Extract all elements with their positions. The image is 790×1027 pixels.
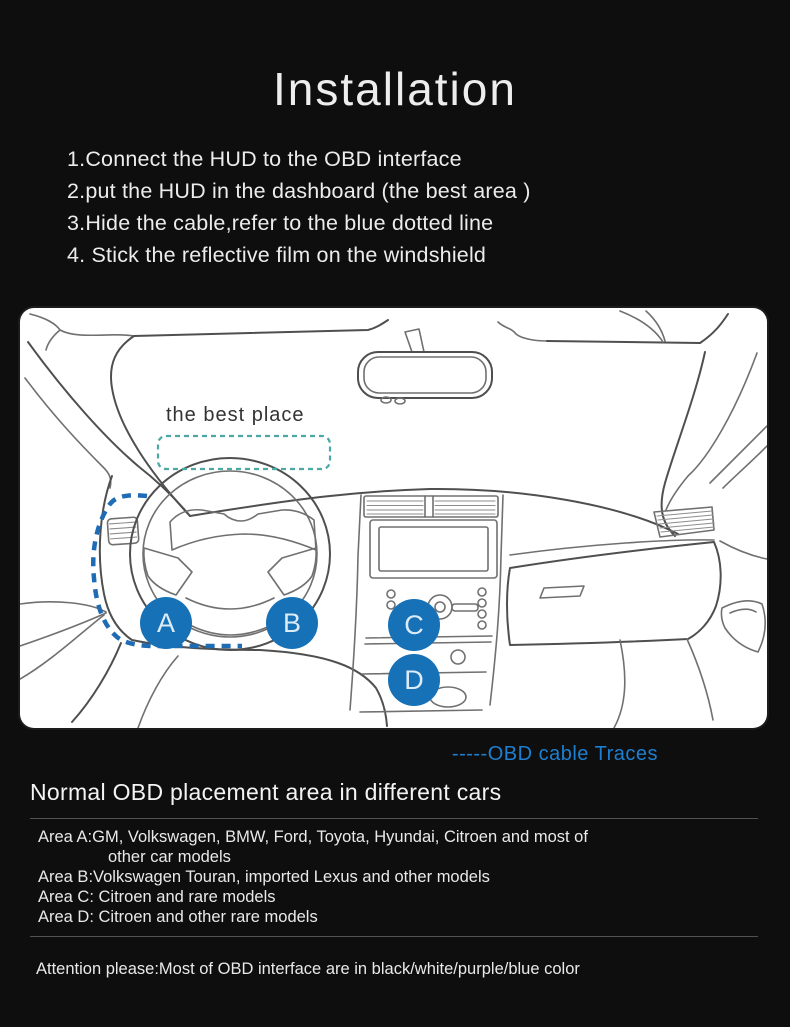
obd-cable-traces-legend: -----OBD cable Traces [451, 743, 658, 765]
area-row: Area B:Volkswagen Touran, imported Lexus and other models [38, 868, 490, 886]
marker-area-a [140, 597, 192, 649]
step-item: 1.Connect the HUD to the OBD interface [67, 147, 462, 171]
placement-area-list [38, 827, 588, 927]
marker-c-label: C [404, 609, 424, 640]
rearview-mirror [358, 329, 492, 404]
passenger-vent [654, 507, 714, 537]
area-row: Area D: Citroen and other rare models [38, 908, 318, 926]
headliner [30, 311, 728, 350]
divider [30, 818, 758, 819]
car-interior-diagram [20, 308, 767, 728]
marker-d-label: D [404, 664, 424, 695]
marker-b-label: B [282, 607, 301, 638]
page-title: Installation [273, 63, 517, 115]
placement-heading: Normal OBD placement area in different cars [30, 779, 502, 805]
marker-a-label: A [156, 607, 175, 638]
marker-area-b [266, 597, 318, 649]
area-row-continued: other car models [108, 848, 231, 866]
step-item: 3.Hide the cable,refer to the blue dotted line [67, 211, 494, 235]
attention-note: Attention please:Most of OBD interface are in black/white/purple/blue color [36, 960, 580, 978]
step-item: 4. Stick the reflective film on the windshield [67, 243, 487, 267]
best-place-box [158, 436, 330, 469]
best-place-label: the best place [166, 404, 305, 426]
area-row: Area C: Citroen and rare models [38, 888, 276, 906]
installation-steps [67, 143, 531, 271]
glovebox [507, 540, 721, 728]
divider [30, 936, 758, 937]
area-row: Area A:GM, Volkswagen, BMW, Ford, Toyota, Hyundai, Citroen and most of [38, 828, 588, 846]
marker-area-c [388, 599, 440, 651]
step-item: 2.put the HUD in the dashboard (the best area ) [67, 179, 531, 203]
marker-area-d [388, 654, 440, 706]
right-a-pillar [662, 352, 767, 652]
